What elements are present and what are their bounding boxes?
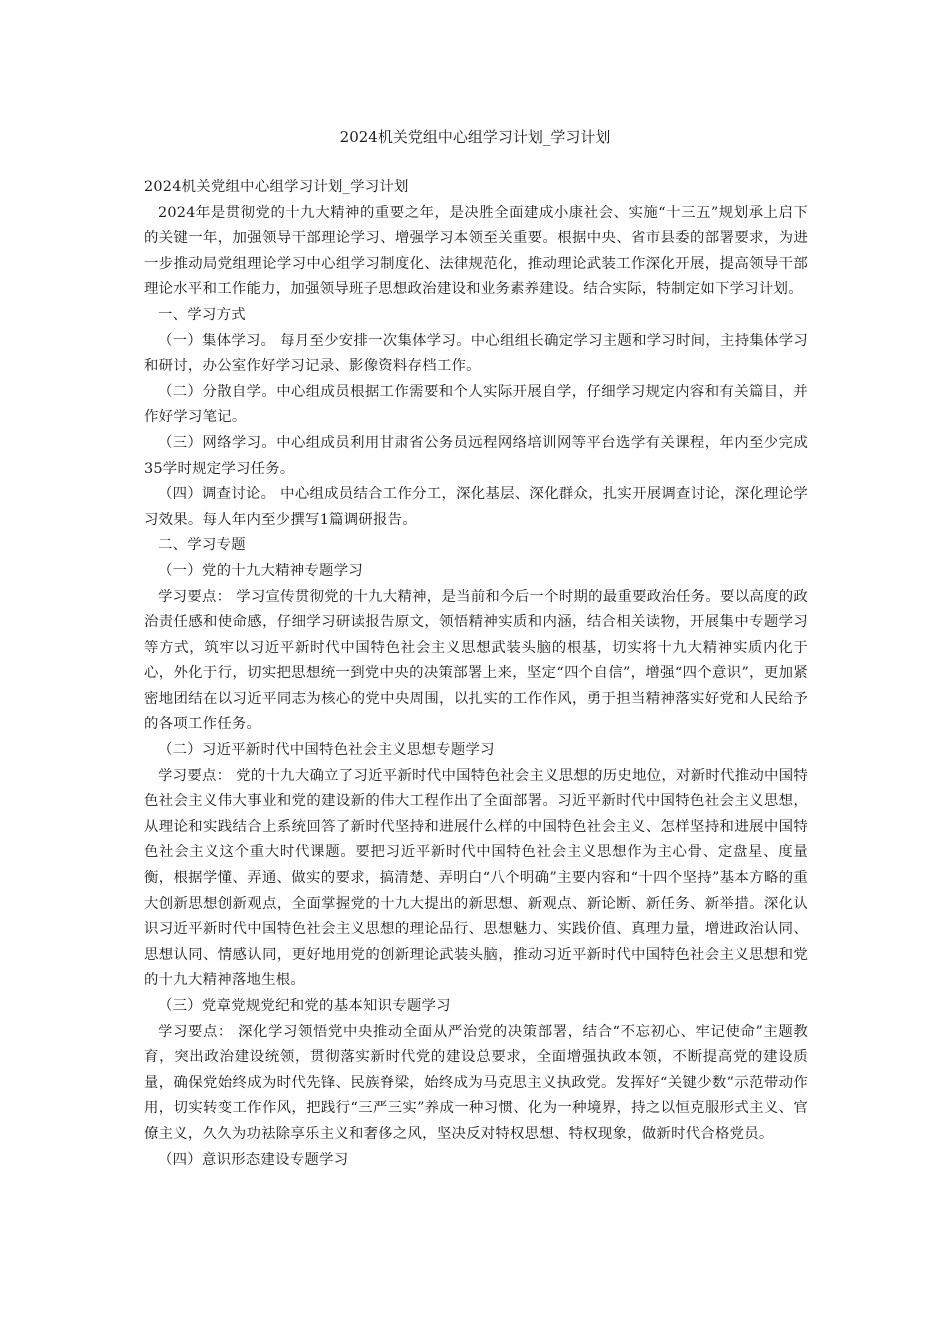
intro-paragraph: 2024年是贯彻党的十九大精神的重要之年，是决胜全面建成小康社会、实施“十三五”规划承上启下的关键一年，加强领导干部理论学习、增强学习本领至关重要。根据中央、省市县委的部署要求，为进一步推动局党组理论学习中心组学习制度化、法律规范化，推动理论武装工作深化开展，提高领导干部理论水平和工作能力，加强领导班子思想政治建设和业务素养建设。结合实际，特制定如下学习计划。 <box>144 204 808 298</box>
section-heading-study-methods: 一、学习方式 <box>158 306 246 323</box>
method-online-study: （三）网络学习。中心组成员利用甘肃省公务员远程网络培训网等平台选学有关课程，年内至少完成35学时规定学习任务。 <box>144 434 808 477</box>
topic-heading-3: （三）党章党规党纪和党的基本知识专题学习 <box>158 998 451 1014</box>
topic-points-2: 学习要点： 党的十九大确立了习近平新时代中国特色社会主义思想的历史地位，对新时代推动中国特色社会主义伟大事业和党的建设新的伟大工程作出了全面部署。习近平新时代中国特色社会主义思想，从理论和实践结合上系统回答了新时代坚持和进展什么样的中国特色社会主义、怎样坚持和进展中国特色社会主义这个重大时代课题。要把习近平新时代中国特色社会主义思想作为主心骨、定盘星、度量衡，根据学懂、弄通、做实的要求，搞清楚、弄明白“八个明确”主要内容和“十四个坚持”基本方略的重大创新思想创新观点，全面掌握党的十九大提出的新思想、新观点、新论断、新任务、新举措。深化认识习近平新时代中国特色社会主义思想的理论品行、思想魅力、实践价值、真理力量，增进政治认同、思想认同、情感认同，更好地用党的创新理论武装头脑，推动习近平新时代中国特色社会主义思想和党的十九大精神落地生根。 <box>144 767 808 989</box>
method-research-discussion: （四）调查讨论。 中心组成员结合工作分工，深化基层、深化群众，扎实开展调查讨论，深化理论学习效果。每人年内至少撰写1篇调研报告。 <box>144 486 808 528</box>
body-heading: 2024机关党组中心组学习计划_学习计划 <box>144 179 409 195</box>
topic-points-1: 学习要点： 学习宣传贯彻党的十九大精神，是当前和今后一个时期的最重要政治任务。要以高度的政治责任感和使命感，仔细学习研读报告原文，领悟精神实质和内涵，结合相关读物，开展集中专题学习等方式，筑牢以习近平新时代中国特色社会主义思想武装头脑的根基，切实将十九大精神实质内化于心，外化于行，切实把思想统一到党中央的决策部署上来，坚定“四个自信”，增强“四个意识”，更加紧密地团结在以习近平同志为核心的党中央周围，以扎实的工作作风，勇于担当精神落实好党和人民给予的各项工作任务。 <box>144 588 808 733</box>
topic-points-3: 学习要点： 深化学习领悟党中央推动全面从严治党的决策部署，结合“不忘初心、牢记使命”主题教育，突出政治建设统领，贯彻落实新时代党的建设总要求，全面增强执政本领，不断提高党的建设质量，确保党始终成为时代先锋、民族脊梁，始终成为马克思主义执政党。发挥好“关键少数”示范带动作用，切实转变工作作风，把践行“三严三实”养成一种习惯、化为一种境界，持之以恒克服形式主义、官僚主义，久久为功祛除享乐主义和奢侈之风，坚决反对特权思想、特权现象，做新时代合格党员。 <box>144 1023 808 1142</box>
method-self-study: （二）分散自学。中心组成员根据工作需要和个人实际开展自学，仔细学习规定内容和有关篇目，并作好学习笔记。 <box>144 383 808 426</box>
section-heading-study-topics: 二、学习专题 <box>158 537 246 554</box>
method-collective-study: （一）集体学习。 每月至少安排一次集体学习。中心组组长确定学习主题和学习时间，主持集体学习和研讨，办公室作好学习记录、影像资料存档工作。 <box>144 332 808 375</box>
document-body <box>144 175 808 1173</box>
document-title: 2024机关党组中心组学习计划_学习计划 <box>339 128 611 146</box>
topic-heading-2: （二）习近平新时代中国特色社会主义思想专题学习 <box>158 742 495 759</box>
topic-heading-4: （四）意识形态建设专题学习 <box>158 1151 349 1168</box>
topic-heading-1: （一）党的十九大精神专题学习 <box>158 562 363 579</box>
